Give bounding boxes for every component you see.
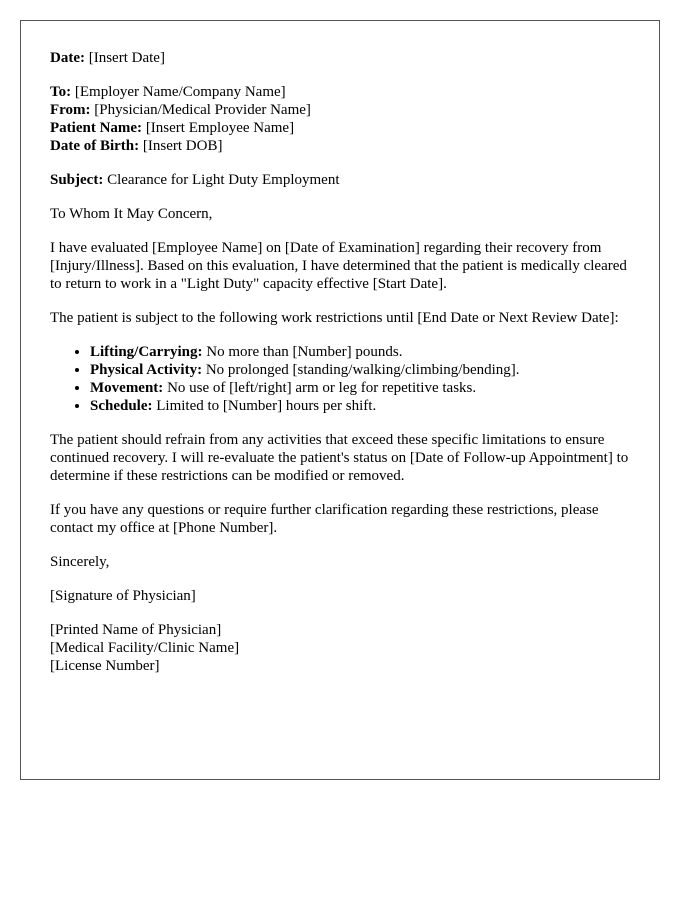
to-label: To:	[50, 84, 72, 100]
restrictions-list	[50, 343, 630, 415]
letter-page	[20, 20, 660, 780]
subject-line	[50, 171, 630, 189]
restriction-text: No use of [left/right] arm or leg for repetitive tasks.	[167, 380, 477, 396]
subject-value: Clearance for Light Duty Employment	[107, 172, 340, 188]
restriction-label: Lifting/Carrying:	[90, 344, 203, 360]
letter-content	[50, 49, 630, 675]
to-line	[50, 83, 630, 101]
license-number: [License Number]	[50, 658, 160, 674]
paragraph-contact: If you have any questions or require further clarification regarding these restrictions, please contact my office at [Phone Number].	[50, 502, 599, 536]
salutation: To Whom It May Concern,	[50, 206, 213, 222]
paragraph-evaluation: I have evaluated [Employee Name] on [Date of Examination] regarding their recovery from [Injury/Illness]. Based on this evaluation, I have determined that the patient is medically cleared to return to work in a "Light Duty" capacity effective [Start Date].	[50, 240, 627, 292]
restriction-item	[90, 397, 630, 415]
restriction-label: Physical Activity:	[90, 362, 203, 378]
restriction-label: Movement:	[90, 380, 164, 396]
dob-line	[50, 137, 630, 155]
from-label: From:	[50, 102, 91, 118]
restriction-item	[90, 343, 630, 361]
paragraph-restrictions-intro: The patient is subject to the following work restrictions until [End Date or Next Review Date]:	[50, 310, 619, 326]
patient-name-label: Patient Name:	[50, 120, 143, 136]
restriction-text: No prolonged [standing/walking/climbing/bending].	[205, 362, 520, 378]
signature-placeholder: [Signature of Physician]	[50, 588, 196, 604]
dob-value: [Insert DOB]	[142, 138, 223, 154]
restriction-item	[90, 361, 630, 379]
restriction-item	[90, 379, 630, 397]
dob-label: Date of Birth:	[50, 138, 140, 154]
paragraph-follow-up: The patient should refrain from any activities that exceed these specific limitations to ensure continued recovery. I will re-evaluate the patient's status on [Date of Follow-up Appointment] to determine if these restrictions can be modified or removed.	[50, 432, 629, 484]
patient-name-value: [Insert Employee Name]	[145, 120, 295, 136]
date-line	[50, 49, 630, 67]
facility-name: [Medical Facility/Clinic Name]	[50, 640, 240, 656]
restriction-text: No more than [Number] pounds.	[206, 344, 403, 360]
date-value: [Insert Date]	[88, 50, 165, 66]
patient-name-line	[50, 119, 630, 137]
subject-label: Subject:	[50, 172, 104, 188]
sign-off: Sincerely,	[50, 554, 110, 570]
from-value: [Physician/Medical Provider Name]	[94, 102, 311, 118]
to-value: [Employer Name/Company Name]	[74, 84, 286, 100]
restriction-label: Schedule:	[90, 398, 153, 414]
restriction-text: Limited to [Number] hours per shift.	[156, 398, 377, 414]
from-line	[50, 101, 630, 119]
printed-name: [Printed Name of Physician]	[50, 622, 222, 638]
date-label: Date:	[50, 50, 85, 66]
